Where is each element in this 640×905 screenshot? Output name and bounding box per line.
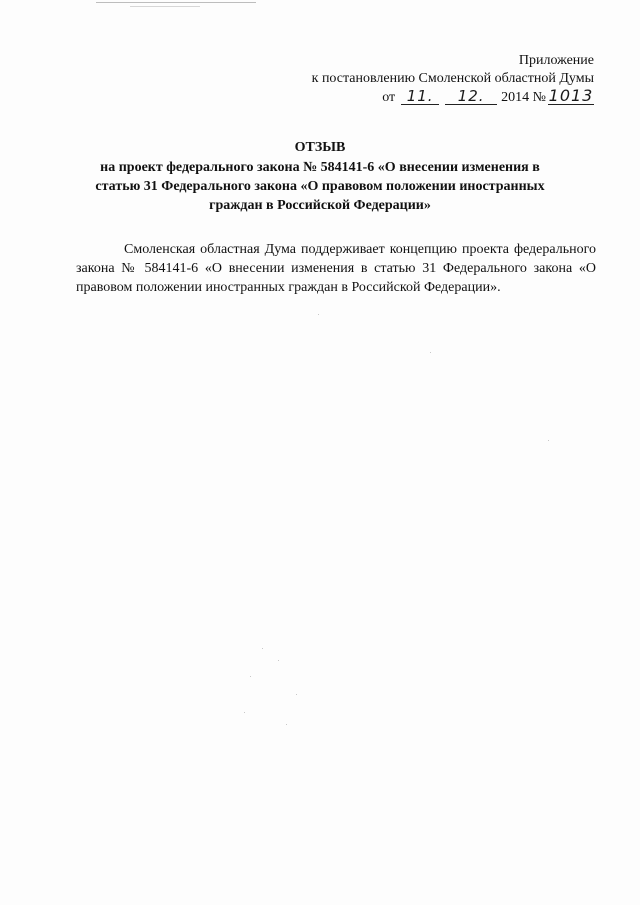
scan-speck — [262, 648, 263, 649]
scan-speck — [278, 660, 279, 661]
scan-speck — [286, 724, 287, 725]
handwritten-day: 11. — [401, 88, 439, 105]
resolution-reference: к постановлению Смоленской областной Думы — [311, 71, 594, 86]
document-title — [88, 138, 552, 215]
handwritten-month: 12. — [445, 88, 497, 105]
scan-speck — [318, 314, 319, 315]
resolution-date-line — [312, 88, 594, 107]
scan-speck — [250, 676, 251, 677]
scan-speck — [244, 712, 245, 713]
handwritten-doc-number: 1013 — [548, 86, 594, 105]
appendix-header — [312, 52, 594, 107]
appendix-label: Приложение — [518, 53, 594, 68]
title-heading: ОТЗЫВ — [294, 140, 346, 155]
date-year-label: 2014 № — [501, 90, 546, 105]
scan-speck — [548, 440, 549, 441]
scan-artifact-line — [96, 2, 256, 4]
scan-artifact-line — [130, 6, 200, 8]
title-subtitle: на проект федерального закона № 584141-6 «О внесении изменения в статью 31 Федерального закона «О правовом положении иностранных граждан в Российской Федерации» — [95, 160, 545, 213]
scan-speck — [296, 694, 297, 695]
scan-speck — [430, 352, 431, 353]
date-prefix: от — [382, 90, 396, 105]
body-paragraph: Смоленская областная Дума поддерживает концепцию проекта федерального закона № 584141-6 «О внесении изменения в статью 31 Федерального закона «О правовом положении иностранных граждан в Российской Федерации». — [76, 242, 596, 295]
